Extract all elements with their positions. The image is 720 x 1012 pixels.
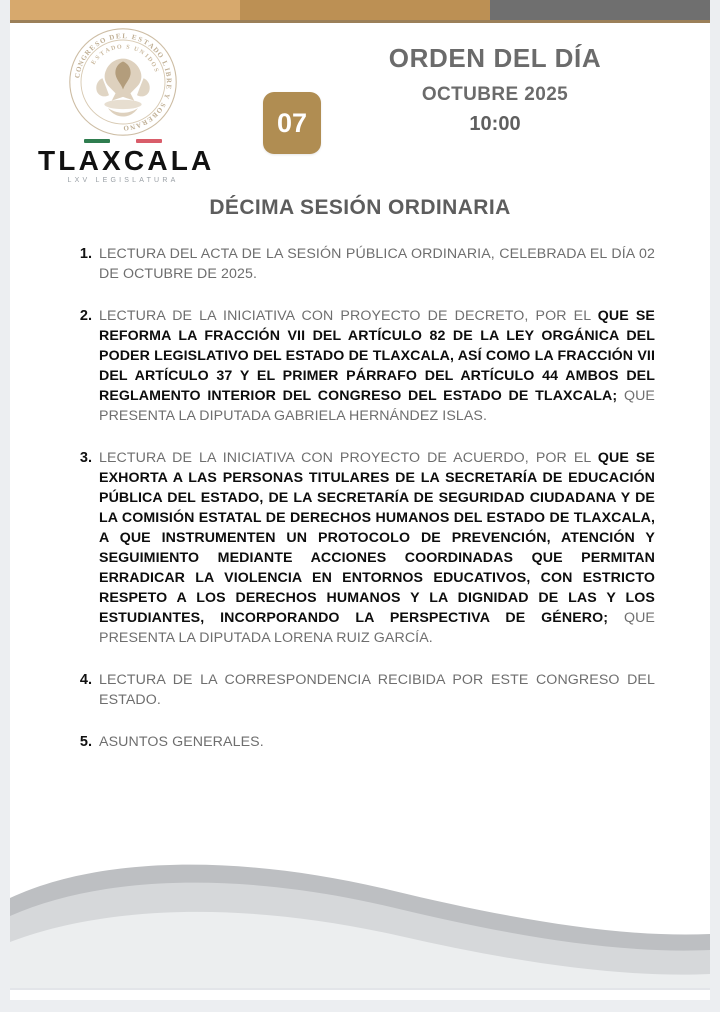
svg-text:T: T: [141, 37, 150, 47]
svg-text:S: S: [125, 44, 130, 51]
svg-text:R: R: [164, 77, 173, 84]
flag-color-bars: [38, 139, 208, 143]
logo-legislature-label: LXV LEGISLATURA: [67, 177, 179, 185]
agenda-item-text-segment: LECTURA DEL ACTA DE LA SESIÓN PÚBLICA ORDINARIA, CELEBRADA EL DÍA 02 DE OCTUBRE DE 2025.: [99, 246, 655, 282]
svg-text:S: S: [152, 67, 159, 73]
svg-text:C: C: [73, 72, 82, 79]
logo-wordmark: TLAXCALA: [38, 145, 215, 176]
document-sheet: [10, 0, 710, 1000]
svg-text:O: O: [154, 105, 164, 115]
agenda-item-text-segment: QUE SE EXHORTA A LAS PERSONAS TITULARES DE LA SECRETARÍA DE EDUCACIÓN PÚBLICA DEL ESTADO, DE LA SECRETARÍA DE SEGURIDAD CIUDADANA Y DE LA COMISIÓN ESTATAL DE DERECHOS HUMANOS DEL ESTADO DE TLAXCALA, A QUE INSTRUMENTEN UN PROTOCOLO DE PREVENCIÓN, ATENCIÓN Y SEGUIMIENTO MEDIANTE ACCIONES COORDINADAS QUE PERMITAN ERRADICAR LA VIOLENCIA EN ENTORNOS EDUCATIVOS, CON ESTRICTO RESPETO A LOS DERECHOS HUMANOS Y LA DIGNIDAD DE LAS Y LOS ESTUDIANTES, INCORPORANDO LA PERSPECTIVA DE GÉNERO;: [99, 450, 655, 626]
svg-text:O: O: [149, 61, 157, 69]
svg-text:O: O: [123, 123, 130, 132]
top-bar-segment-gray: [490, 0, 710, 20]
top-bar-underline: [10, 20, 710, 23]
svg-text:D: D: [145, 56, 154, 64]
agenda-item-number: 1.: [79, 246, 92, 262]
svg-text:S: S: [158, 101, 168, 109]
agenda-item: [68, 670, 655, 710]
agenda-item-text: [92, 306, 655, 426]
agenda-item-number: 3.: [79, 450, 92, 466]
agenda-item-text-segment: LECTURA DE LA INICIATIVA CON PROYECTO DE DECRETO, POR EL: [99, 308, 598, 324]
svg-text:B: B: [150, 110, 160, 120]
agenda-item: [68, 306, 655, 426]
agenda-item-text: [92, 670, 655, 710]
agenda-item-text-segment: LECTURA DE LA INICIATIVA CON PROYECTO DE ACUERDO, POR EL: [99, 450, 598, 466]
top-color-bar: [10, 0, 710, 20]
svg-text:U: U: [132, 46, 140, 54]
footer-wave-decoration: [10, 838, 710, 988]
svg-text:D: D: [110, 45, 117, 53]
agenda-item-text-segment: QUE PRESENTA LA DIPUTADA LORENA RUIZ GARCÍA.: [99, 610, 655, 646]
header-title-group: [330, 44, 660, 136]
agenda-item-text-segment: ASUNTOS GENERALES.: [99, 734, 264, 750]
day-badge: 07: [263, 92, 321, 154]
agenda-item-number: 2.: [79, 308, 92, 324]
mexican-national-seal-icon: [67, 26, 179, 138]
page-title: ORDEN DEL DÍA: [388, 43, 602, 73]
svg-text:G: G: [79, 53, 89, 63]
svg-text:I: I: [162, 66, 172, 72]
agenda-item-text: [92, 244, 655, 284]
svg-text:D: D: [108, 33, 116, 42]
top-bar-segment-mid-tan: [240, 0, 490, 20]
congress-logo: [38, 26, 215, 185]
svg-text:I: I: [143, 53, 150, 60]
svg-text:S: S: [93, 39, 102, 49]
sheet-bottom-edge: [10, 988, 710, 990]
svg-text:A: A: [104, 47, 112, 55]
agenda-item-number: 5.: [79, 734, 92, 750]
flag-bar-green: [84, 139, 110, 143]
header-month-year: OCTUBRE 2025: [421, 83, 569, 105]
svg-text:O: O: [98, 35, 108, 46]
svg-text:R: R: [140, 117, 149, 128]
agenda-item-text-segment: LECTURA DE LA CORRESPONDENCIA RECIBIDA POR ESTE CONGRESO DEL ESTADO.: [99, 672, 655, 708]
svg-text:E: E: [115, 32, 121, 41]
agenda-item: [68, 244, 655, 284]
svg-text:N: N: [137, 48, 145, 57]
agenda-item-text: [92, 732, 655, 752]
svg-text:O: O: [155, 50, 165, 60]
agenda-item: [68, 448, 655, 648]
svg-text:S: S: [94, 54, 102, 62]
svg-text:B: B: [163, 71, 173, 78]
flag-bar-red: [136, 139, 162, 143]
agenda-item-number: 4.: [79, 672, 92, 688]
svg-text:L: L: [160, 59, 170, 68]
svg-text:E: E: [164, 84, 173, 90]
svg-text:D: D: [151, 45, 161, 55]
agenda-list: [10, 244, 710, 752]
svg-text:E: E: [90, 59, 98, 67]
svg-text:E: E: [87, 43, 97, 53]
agenda-item-text-segment: QUE SE REFORMA LA FRACCIÓN VII DEL ARTÍCULO 82 DE LA LEY ORGÁNICA DEL PODER LEGISLATIVO DEL ESTADO DE TLAXCALA, ASÍ COMO LA FRACCIÓN VII DEL ARTÍCULO 37 Y EL PRIMER PÁRRAFO DEL ARTÍCULO 44 AMBOS DEL REGLAMENTO INTERIOR DEL CONGRESO DEL ESTADO DE TLAXCALA;: [99, 308, 655, 404]
svg-text:A: A: [146, 41, 156, 51]
svg-text:O: O: [74, 65, 84, 74]
svg-text:T: T: [99, 50, 107, 58]
session-title: DÉCIMA SESIÓN ORDINARIA: [209, 196, 511, 219]
document-body: [10, 196, 710, 774]
agenda-item-text-segment: QUE PRESENTA LA DIPUTADA GABRIELA HERNÁNDEZ ISLAS.: [99, 388, 655, 424]
svg-text:E: E: [145, 114, 155, 124]
svg-text:N: N: [76, 59, 86, 68]
header-time: 10:00: [469, 112, 521, 135]
svg-text:R: R: [83, 48, 93, 58]
agenda-item: [68, 732, 655, 752]
agenda-item-text: [92, 448, 655, 648]
svg-text:A: A: [134, 120, 143, 130]
svg-text:L: L: [122, 32, 128, 41]
svg-text:E: E: [130, 33, 138, 42]
top-bar-segment-light-tan: [10, 0, 240, 20]
svg-text:N: N: [129, 122, 136, 132]
svg-text:S: S: [136, 35, 144, 44]
svg-text:Y: Y: [162, 92, 172, 100]
svg-text:O: O: [116, 44, 123, 51]
